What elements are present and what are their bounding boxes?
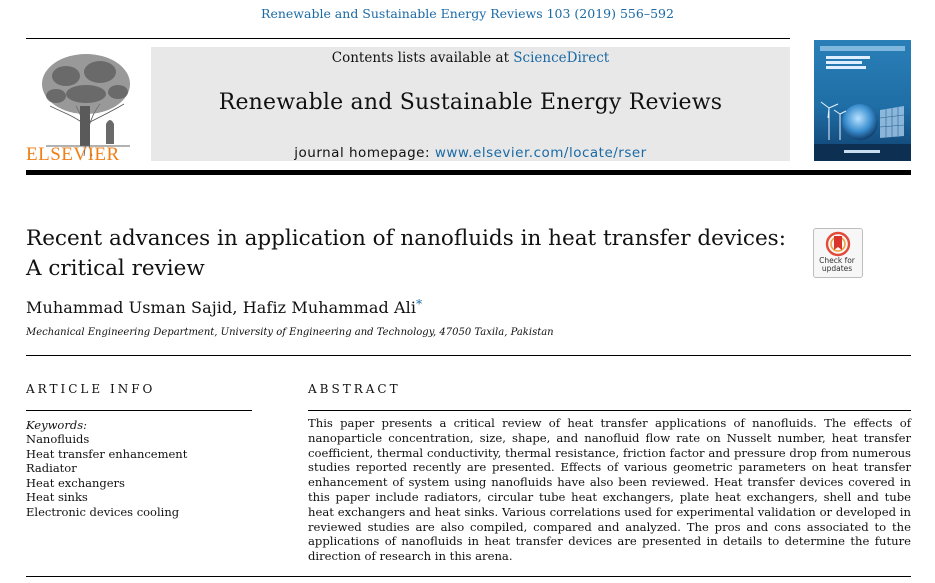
header-thick-rule xyxy=(26,170,911,175)
keywords-label: Keywords: xyxy=(26,418,87,432)
journal-title: Renewable and Sustainable Energy Reviews xyxy=(218,90,723,115)
bottom-rule xyxy=(26,576,911,577)
keyword-item: Electronic devices cooling xyxy=(26,504,180,519)
journal-citation[interactable]: Renewable and Sustainable Energy Reviews 103 (2019) 556–592 xyxy=(261,6,674,21)
homepage-prefix: journal homepage: xyxy=(294,145,435,161)
journal-homepage-link[interactable]: www.elsevier.com/locate/rser xyxy=(434,145,647,161)
author-affiliation: Mechanical Engineering Department, University of Engineering and Technology, 47050 Taxila, Pakistan xyxy=(26,327,554,338)
contents-line xyxy=(151,50,790,66)
publisher-wordmark: ELSEVIER xyxy=(26,144,120,165)
corresponding-author-marker[interactable]: * xyxy=(416,297,423,311)
check-for-updates-label xyxy=(813,257,861,273)
article-info-rule xyxy=(26,410,252,411)
contents-prefix: Contents lists available at xyxy=(331,50,514,66)
sciencedirect-link[interactable]: ScienceDirect xyxy=(513,50,610,66)
header-top-rule xyxy=(26,38,790,39)
keyword-item: Radiator xyxy=(26,461,77,476)
check-text-line2: updates xyxy=(821,264,853,273)
article-info-heading: ARTICLE INFO xyxy=(26,382,156,396)
keyword-item: Nanofluids xyxy=(26,432,90,446)
author-list xyxy=(26,297,422,317)
article-title: Recent advances in application of nanofluids in heat transfer devices: A critical review xyxy=(26,226,786,281)
section-rule xyxy=(26,355,911,356)
keywords-list xyxy=(26,432,187,520)
check-text-line1: Check for xyxy=(819,256,855,265)
keyword-item: Heat exchangers xyxy=(26,475,125,490)
keyword-item: Heat transfer enhancement xyxy=(26,446,188,461)
journal-cover-thumbnail[interactable] xyxy=(814,40,911,161)
homepage-line xyxy=(151,145,790,161)
keyword-item: Heat sinks xyxy=(26,490,88,505)
bookmark-ribbon-icon xyxy=(814,229,862,259)
author-names[interactable]: Muhammad Usman Sajid, Hafiz Muhammad Ali xyxy=(26,298,417,317)
abstract-heading: ABSTRACT xyxy=(308,382,401,396)
abstract-text: This paper presents a critical review of heat transfer applications of nanofluids. The effects of nanoparticle concentration, size, shape, and nanofluid flow rate on Nusselt number, heat transfer coefficient, thermal conductivity, thermal resistance, friction factor and pressure drop from numerous studies reported recently are presented. Effects of various geometric parameters on heat transfer enhancement of system using nanofluids have also been reviewed. Heat transfer devices covered in this paper include radiators, circular tube heat exchangers, plate heat exchangers, shell and tube heat exchangers and heat sinks. Various correlations used for experimental validation or developed in reviewed studies are also compiled, compared and analyzed. The pros and cons associated to the applications of nanofluids in heat transfer devices are presented in details to determine the future direction of research in this arena. xyxy=(308,416,911,564)
abstract-rule xyxy=(308,410,911,411)
